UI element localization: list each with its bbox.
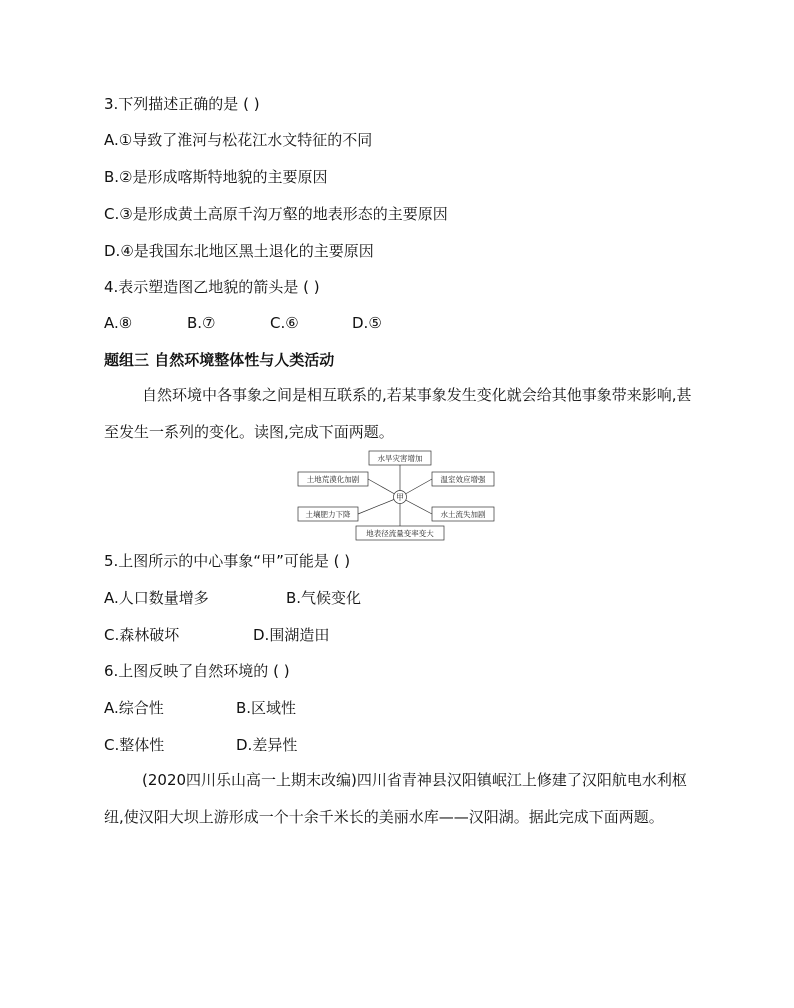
question-6-option-b: B.区域性 xyxy=(236,699,297,717)
question-3-option-c: C.③是形成黄土高原千沟万壑的地表形态的主要原因 xyxy=(104,205,448,223)
node-label-desertification: 土地荒漠化加剧 xyxy=(306,475,360,484)
question-5-option-a: A.人口数量增多 xyxy=(104,589,209,607)
question-3-option-b: B.②是形成喀斯特地貌的主要原因 xyxy=(104,168,328,186)
section-title: 题组三 自然环境整体性与人类活动 xyxy=(104,351,335,369)
node-label-runoff: 地表径流量变率变大 xyxy=(366,529,434,538)
passage-paragraph: (2020四川乐山高一上期末改编)四川省青神县汉阳镇岷江上修建了汉阳航电水利枢纽,使汉阳大坝上游形成一个十余千米长的美丽水库——汉阳湖。据此完成下面两题。 xyxy=(104,771,687,826)
question-4-stem: 4.表示塑造图乙地貌的箭头是 ( ) xyxy=(104,278,320,296)
question-6-option-a: A.综合性 xyxy=(104,699,164,717)
question-5-option-c: C.森林破坏 xyxy=(104,626,180,644)
intro-paragraph: 自然环境中各事象之间是相互联系的,若某事象发生变化就会给其他事象带来影响,甚至发生一系列的变化。读图,完成下面两题。 xyxy=(104,386,692,441)
question-6-option-d: D.差异性 xyxy=(236,736,298,754)
question-4-option-d: D.⑤ xyxy=(352,314,382,332)
question-6-option-c: C.整体性 xyxy=(104,736,165,754)
question-3-option-a: A.①导致了淮河与松花江水文特征的不同 xyxy=(104,131,373,149)
question-5-option-d: D.围湖造田 xyxy=(253,626,330,644)
node-label-drought-flood: 水旱灾害增加 xyxy=(377,454,423,463)
question-4-option-a: A.⑧ xyxy=(104,314,133,332)
question-4-option-c: C.⑥ xyxy=(270,314,299,332)
node-label-greenhouse: 温室效应增强 xyxy=(440,475,486,484)
question-3-option-d: D.④是我国东北地区黑土退化的主要原因 xyxy=(104,242,374,260)
cause-effect-diagram xyxy=(290,448,510,544)
node-label-soil-fertility: 土壤肥力下降 xyxy=(305,510,351,519)
question-5-option-b: B.气候变化 xyxy=(286,589,362,607)
center-node-label: 甲 xyxy=(396,493,404,502)
node-label-soil-erosion: 水土流失加剧 xyxy=(440,510,486,519)
question-4-option-b: B.⑦ xyxy=(187,314,216,332)
question-5-stem: 5.上图所示的中心事象“甲”可能是 ( ) xyxy=(104,552,351,570)
question-6-stem: 6.上图反映了自然环境的 ( ) xyxy=(104,662,290,680)
question-3-stem: 3.下列描述正确的是 ( ) xyxy=(104,95,260,113)
